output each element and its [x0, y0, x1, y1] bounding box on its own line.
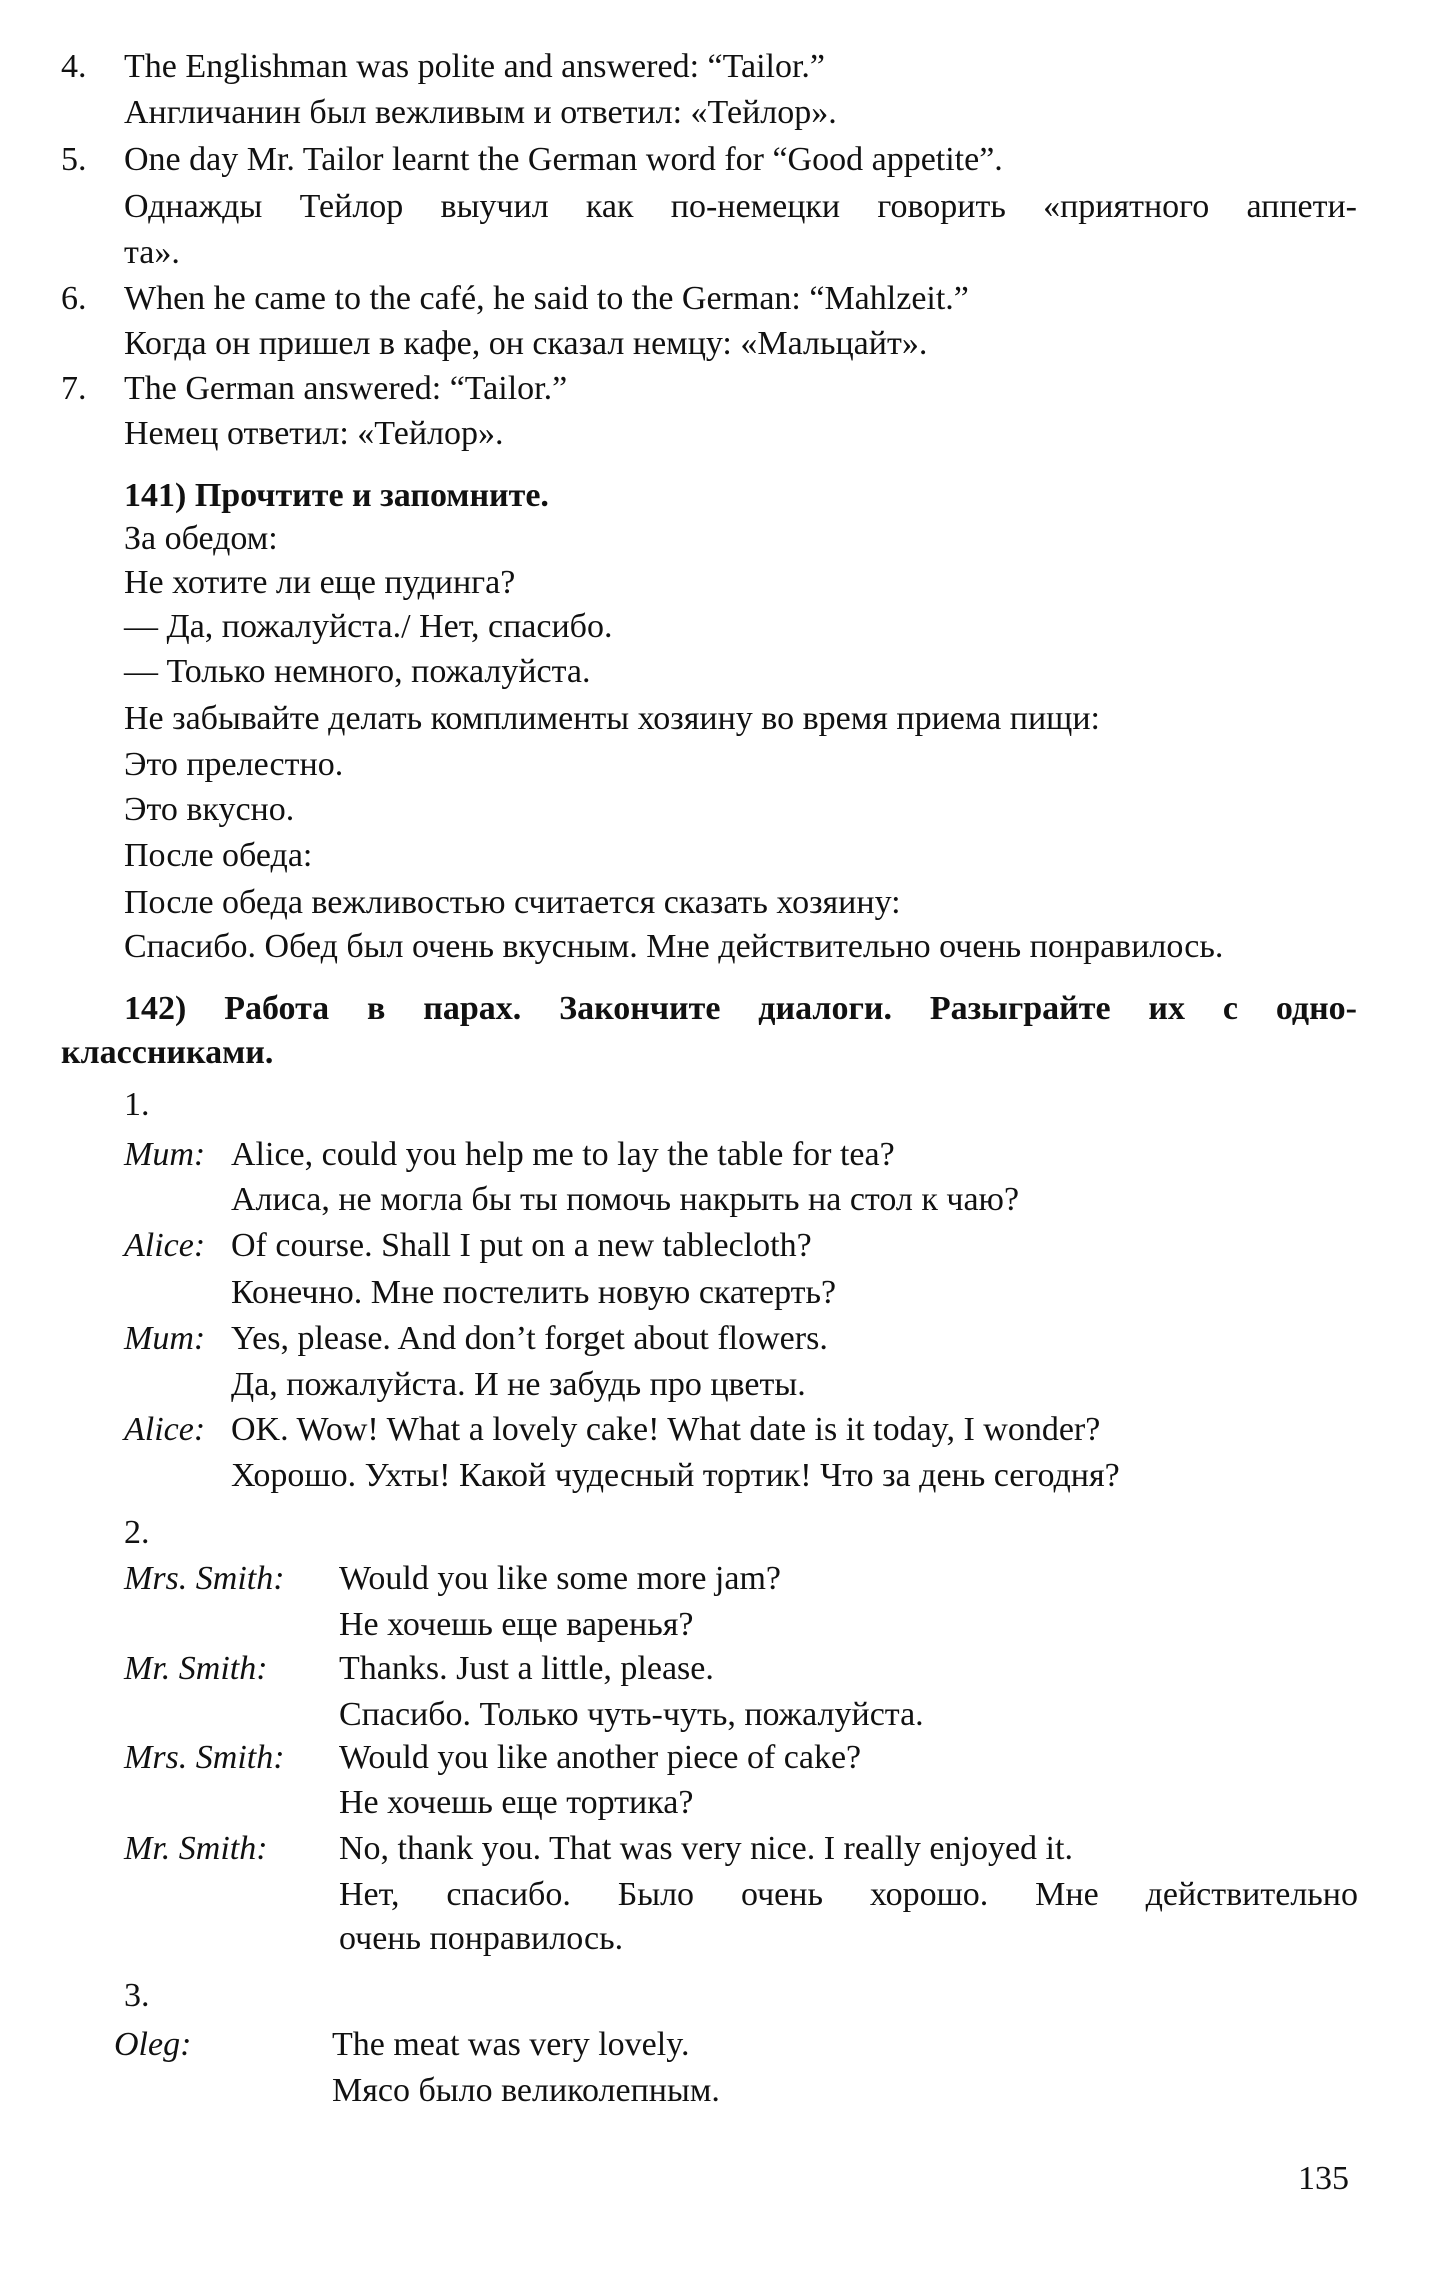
speaker-label: Mum: [124, 1136, 206, 1173]
english-sentence: When he came to the café, he said to the German: “Mahlzeit.” [124, 280, 969, 317]
dialogue-line: OK. Wow! What a lovely cake! What date is it today, I wonder? [231, 1411, 1101, 1448]
exercise-141-line: Не забывайте делать комплименты хозяину во время приема пищи: [124, 700, 1100, 737]
exercise-141-line: После обеда: [124, 837, 313, 874]
speaker-label: Oleg: [114, 2026, 192, 2063]
speaker-label: Alice: [124, 1227, 206, 1264]
english-sentence: One day Mr. Tailor learnt the German word for “Good appetite”. [124, 141, 1003, 178]
exercise-141-line: Это прелестно. [124, 746, 344, 783]
dialogue-line: Да, пожалуйста. И не забудь про цветы. [231, 1366, 806, 1403]
dialogue-line: Не хочешь еще тортика? [339, 1784, 694, 1821]
dialogue-line: Would you like another piece of cake? [339, 1739, 862, 1776]
russian-translation: Англичанин был вежливым и ответил: «Тейлор». [124, 94, 837, 131]
item-number: 7. [61, 370, 87, 407]
dialogue-line: Мясо было великолепным. [332, 2072, 720, 2109]
dialogue-line: The meat was very lovely. [332, 2026, 690, 2063]
dialogue-line: очень понравилось. [339, 1920, 624, 1957]
speaker-label: Mum: [124, 1320, 206, 1357]
dialogue-line: Не хочешь еще варенья? [339, 1606, 694, 1643]
english-sentence: The German answered: “Tailor.” [124, 370, 568, 407]
dialogue-line: Yes, please. And don’t forget about flowers. [231, 1320, 828, 1357]
item-number: 4. [61, 48, 87, 85]
page-number: 135 [1298, 2160, 1349, 2197]
exercise-141-line: — Да, пожалуйста./ Нет, спасибо. [124, 608, 613, 645]
exercise-141-line: — Только немного, пожалуйста. [124, 653, 591, 690]
speaker-label: Alice: [124, 1411, 206, 1448]
dialogue-line: Хорошо. Ухты! Какой чудесный тортик! Что за день сегодня? [231, 1457, 1120, 1494]
speaker-label: Mrs. Smith: [124, 1560, 285, 1597]
exercise-141-line: Это вкусно. [124, 791, 295, 828]
dialogue-line: Нет, спасибо. Было очень хорошо. Мне действительно [339, 1876, 1358, 1913]
dialogue-line: Алиса, не могла бы ты помочь накрыть на стол к чаю? [231, 1181, 1020, 1218]
speaker-label: Mrs. Smith: [124, 1739, 285, 1776]
exercise-141-line: Не хотите ли еще пудинга? [124, 564, 516, 601]
russian-translation: Когда он пришел в кафе, он сказал немцу: «Мальцайт». [124, 325, 928, 362]
exercise-141-line: После обеда вежливостью считается сказать хозяину: [124, 884, 901, 921]
russian-translation: Однажды Тейлор выучил как по-немецки говорить «приятного аппети- [124, 188, 1357, 225]
dialogue-line: Of course. Shall I put on a new tablecloth? [231, 1227, 812, 1264]
item-number: 6. [61, 280, 87, 317]
dialogue-line: Конечно. Мне постелить новую скатерть? [231, 1274, 837, 1311]
dialogue-line: Alice, could you help me to lay the table for tea? [231, 1136, 895, 1173]
english-sentence: The Englishman was polite and answered: “Tailor.” [124, 48, 826, 85]
dialogue-line: Would you like some more jam? [339, 1560, 781, 1597]
exercise-141-line: Спасибо. Обед был очень вкусным. Мне действительно очень понравилось. [124, 928, 1224, 965]
exercise-141-heading: 141) Прочтите и запомните. [124, 477, 549, 514]
dialogue-number: 2. [124, 1514, 150, 1551]
speaker-label: Mr. Smith: [124, 1830, 268, 1867]
dialogue-number: 3. [124, 1977, 150, 2014]
exercise-141-line: За обедом: [124, 520, 278, 557]
item-number: 5. [61, 141, 87, 178]
russian-translation: та». [124, 234, 180, 271]
dialogue-number: 1. [124, 1086, 150, 1123]
dialogue-line: Thanks. Just a little, please. [339, 1650, 714, 1687]
russian-translation: Немец ответил: «Тейлор». [124, 415, 504, 452]
dialogue-line: Спасибо. Только чуть-чуть, пожалуйста. [339, 1696, 924, 1733]
dialogue-line: No, thank you. That was very nice. I really enjoyed it. [339, 1830, 1073, 1867]
exercise-142-heading: классниками. [61, 1034, 274, 1071]
exercise-142-heading: 142) Работа в парах. Закончите диалоги. Разыграйте их с одно- [124, 990, 1357, 1027]
speaker-label: Mr. Smith: [124, 1650, 268, 1687]
